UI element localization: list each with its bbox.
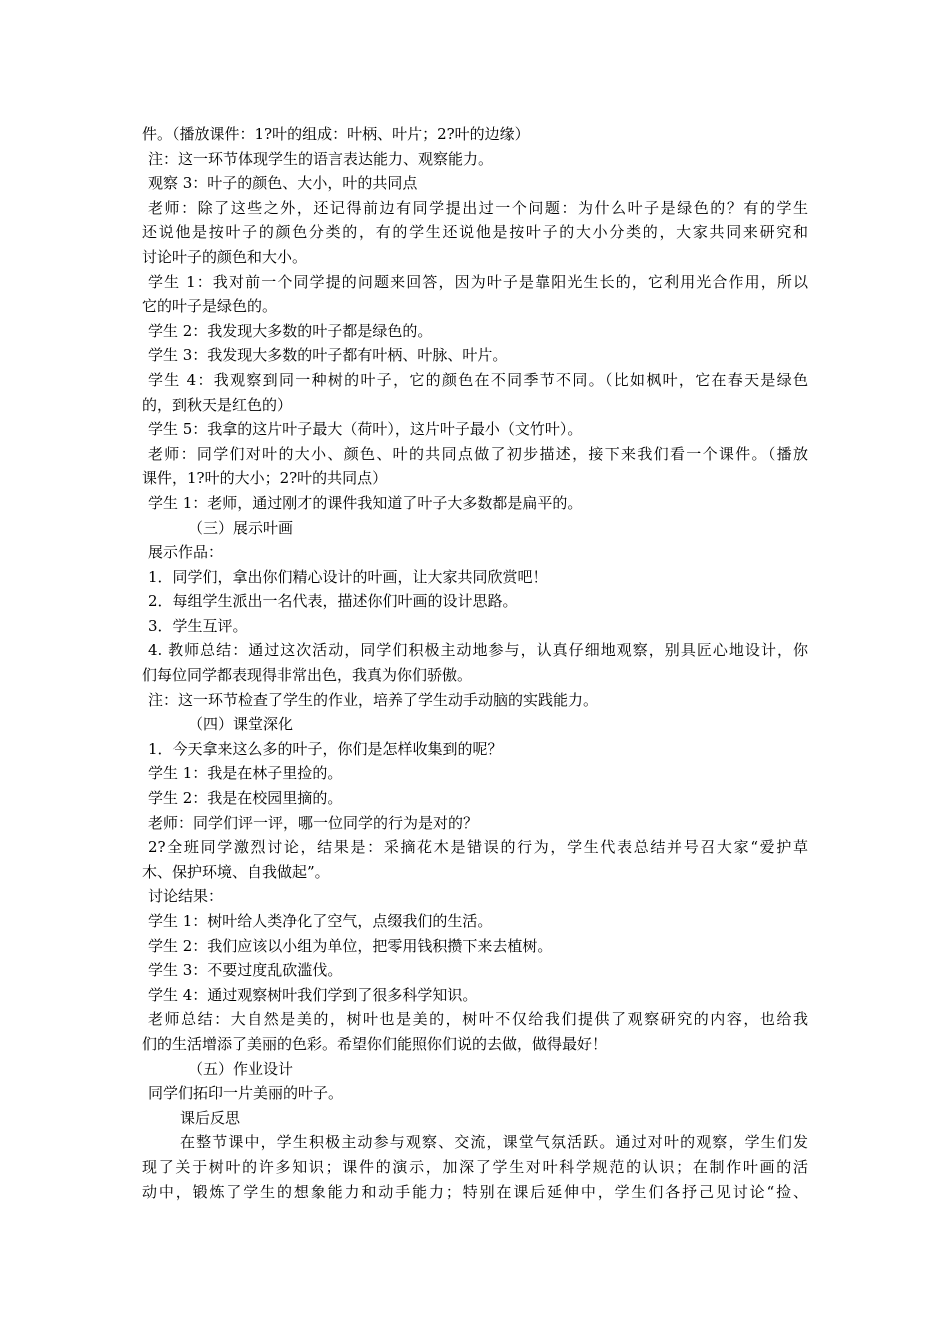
text-line: 学生 2：我是在校园里摘的。 (148, 789, 343, 808)
text-line: 动中，锻炼了学生的想象能力和动手能力；特别在课后延伸中，学生们各抒己见讨论“捡、 (142, 1182, 808, 1201)
text-line: 2?全班同学激烈讨论，结果是：采摘花木是错误的行为，学生代表总结并号召大家“爱护草 (148, 838, 808, 857)
text-line: （三）展示叶画 (188, 518, 294, 537)
text-line: 讨论叶子的颜色和大小。 (142, 247, 308, 266)
text-line: 们每位同学都表现得非常出色，我真为你们骄傲。 (142, 666, 473, 685)
text-line: 注：这一环节体现学生的语言表达能力、观察能力。 (148, 149, 494, 168)
text-line: 观察 3：叶子的颜色、大小，叶的共同点 (148, 174, 418, 193)
text-line: 学生 1：树叶给人类净化了空气，点缀我们的生活。 (148, 912, 493, 930)
text-line: 同学们拓印一片美丽的叶子。 (148, 1084, 344, 1103)
text-line: 件。（播放课件：1?叶的组成：叶柄、叶片；2?叶的边缘） (142, 125, 530, 143)
text-line: 学生 1：我是在林子里捡的。 (148, 764, 343, 783)
text-line: 学生 3：不要过度乱砍滥伐。 (148, 961, 343, 980)
text-line: 现了关于树叶的许多知识；课件的演示，加深了学生对叶科学规范的认识；在制作叶画的活 (142, 1157, 808, 1176)
text-line: 学生 5：我拿的这片叶子最大（荷叶），这片叶子最小（文竹叶）。 (148, 420, 583, 439)
text-line: （五）作业设计 (188, 1059, 294, 1078)
document-page (142, 122, 808, 1204)
text-line: 1．今天拿来这么多的叶子，你们是怎样收集到的呢？ (148, 739, 503, 758)
text-line: 课件，1?叶的大小；2?叶的共同点） (142, 469, 388, 488)
text-line: 们的生活增添了美丽的色彩。希望你们能照你们说的去做，做得最好！ (142, 1034, 608, 1053)
text-line: 学生 3：我发现大多数的叶子都有叶柄、叶脉、叶片。 (148, 346, 508, 365)
text-line: 学生 1：我对前一个同学提的问题来回答，因为叶子是靠阳光生长的，它利用光合作用，所以 (148, 272, 808, 291)
text-line: （四）课堂深化 (188, 715, 294, 734)
text-line: 还说他是按叶子的颜色分类的，有的学生还说他是按叶子的大小分类的，大家共同来研究和 (142, 223, 808, 242)
text-line: 老师：同学们评一评，哪一位同学的行为是对的？ (148, 813, 479, 832)
text-line: 1．同学们，拿出你们精心设计的叶画，让大家共同欣赏吧！ (148, 567, 548, 586)
text-line: 学生 4：通过观察树叶我们学到了很多科学知识。 (148, 985, 478, 1004)
text-line: 2．每组学生派出一名代表，描述你们叶画的设计思路。 (148, 592, 518, 611)
text-line: 在整节课中，学生积极主动参与观察、交流，课堂气氛活跃。通过对叶的观察，学生们发 (180, 1133, 808, 1152)
text-line: 老师总结：大自然是美的，树叶也是美的，树叶不仅给我们提供了观察研究的内容，也给我 (148, 1010, 808, 1029)
text-line: 它的叶子是绿色的。 (142, 297, 278, 316)
text-line: 木、保护环境、自我做起”。 (142, 862, 330, 881)
text-line: 老师：除了这些之外，还记得前边有同学提出过一个问题：为什么叶子是绿色的？有的学生 (148, 198, 808, 217)
text-line: 讨论结果： (148, 887, 224, 906)
text-line: 老师：同学们对叶的大小、颜色、叶的共同点做了初步描述，接下来我们看一个课件。（播放 (148, 444, 808, 463)
text-line: 3．学生互评。 (148, 616, 248, 635)
text-line: 展示作品： (148, 543, 224, 562)
text-line: 学生 2：我发现大多数的叶子都是绿色的。 (148, 321, 433, 340)
text-line: 4. 教师总结：通过这次活动，同学们积极主动地参与，认真仔细地观察，别具匠心地设计，你 (148, 641, 808, 660)
text-line: 学生 1：老师，通过刚才的课件我知道了叶子大多数都是扁平的。 (148, 493, 583, 512)
text-line: 学生 4：我观察到同一种树的叶子，它的颜色在不同季节不同。（比如枫叶，它在春天是绿色 (148, 370, 808, 389)
text-line: 注：这一环节检查了学生的作业，培养了学生动手动脑的实践能力。 (148, 690, 599, 709)
text-line: 课后反思 (180, 1108, 241, 1127)
text-line: 的，到秋天是红色的） (142, 395, 293, 414)
text-line: 学生 2：我们应该以小组为单位，把零用钱积攒下来去植树。 (148, 936, 553, 955)
